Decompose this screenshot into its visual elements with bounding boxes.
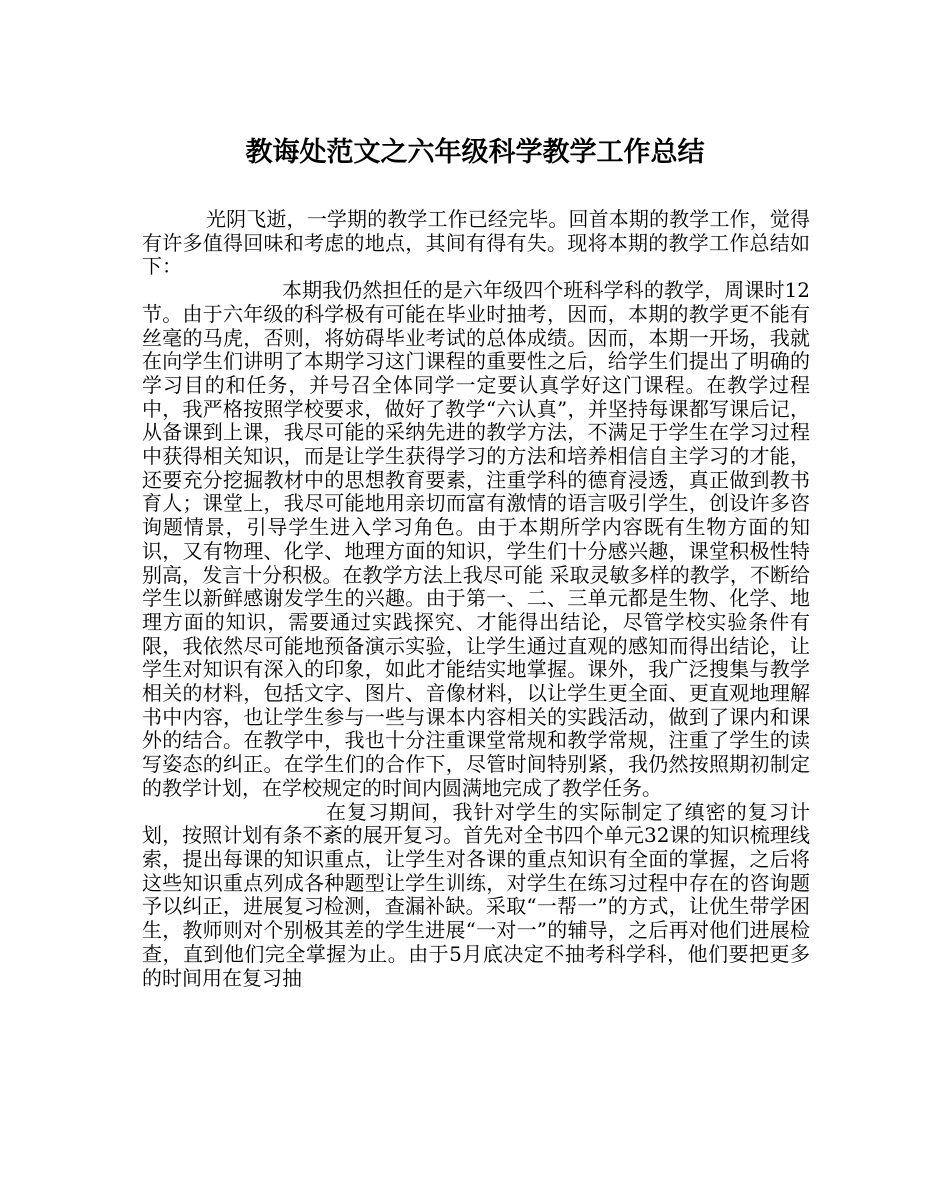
document-body [142,208,810,990]
document-title: 教诲处范文之六年级科学教学工作总结 [245,137,705,168]
paragraph-review: 在复习期间，我针对学生的实际制定了缜密的复习计划，按照计划有条不紊的展开复习。首先对全书四个单元32课的知识梳理线索，提出每课的知识重点，让学生对各课的重点知识有全面的掌握，之后将这些知识重点列成各种题型让学生训练，对学生在练习过程中存在的咨询题予以纠正，进展复习检测，查漏补缺。采取“一帮一”的方式，让优生带学困生，教师则对个别极其差的学生进展“一对一”的辅导，之后再对他们进展检查，直到他们完全掌握为止。由于5月底决定不抽考科学科，他们要把更多的时间用在复习抽 [142,799,810,990]
paragraph-intro: 光阴飞逝，一学期的教学工作已经完毕。回首本期的教学工作，觉得有许多值得回味和考虑的地点，其间有得有失。现将本期的教学工作总结如下： [142,207,810,279]
paragraph-teaching: 本期我仍然担任的是六年级四个班科学科的教学，周课时12节。由于六年级的科学极有可能在毕业时抽考，因而，本期的教学更不能有丝毫的马虎，否则，将妨碍毕业考试的总体成绩。因而，本期一开场，我就在向学生们讲明了本期学习这门课程的重要性之后，给学生们提出了明确的学习目的和任务，并号召全体同学一定要认真学好这门课程。在教学过程中，我严格按照学校要求，做好了教学“六认真”，并坚持每课都写课后记，从备课到上课，我尽可能的采纳先进的教学方法，不满足于学生在学习过程中获得相关知识，而是让学生获得学习的方法和培养相信自主学习的才能，还要充分挖掘教材中的思想教育要素，注重学科的德育浸透，真正做到教书育人；课堂上，我尽可能地用亲切而富有激情的语言吸引学生，创设许多咨询题情景，引导学生进入学习角色。由于本期所学内容既有生物方面的知识，又有物理、化学、地理方面的知识，学生们十分感兴趣，课堂积极性特别高，发言十分积极。在教学方法上我尽可能 采取灵敏多样的教学，不断给学生以新鲜感谢发学生的兴趣。由于第一、二、三单元都是生物、化学、地理方面的知识，需要通过实践探究、才能得出结论，尽管学校实验条件有限，我依然尽可能地预备演示实验，让学生通过直观的感知而得出结论，让学生对知识有深入的印象，如此才能结实地掌握。课外，我广泛搜集与教学相关的材料，包括文字、图片、音像材料，以让学生更全面、更直观地理解书中内容，也让学生参与一些与课本内容相关的实践活动，做到了课内和课外的结合。在教学中，我也十分注重课堂常规和教学常规，注重了学生的读写姿态的纠正。在学生们的合作下，尽管时间特别紧，我仍然按照期初制定的教学计划，在学校规定的时间内圆满地完成了教学任务。 [142,278,810,800]
